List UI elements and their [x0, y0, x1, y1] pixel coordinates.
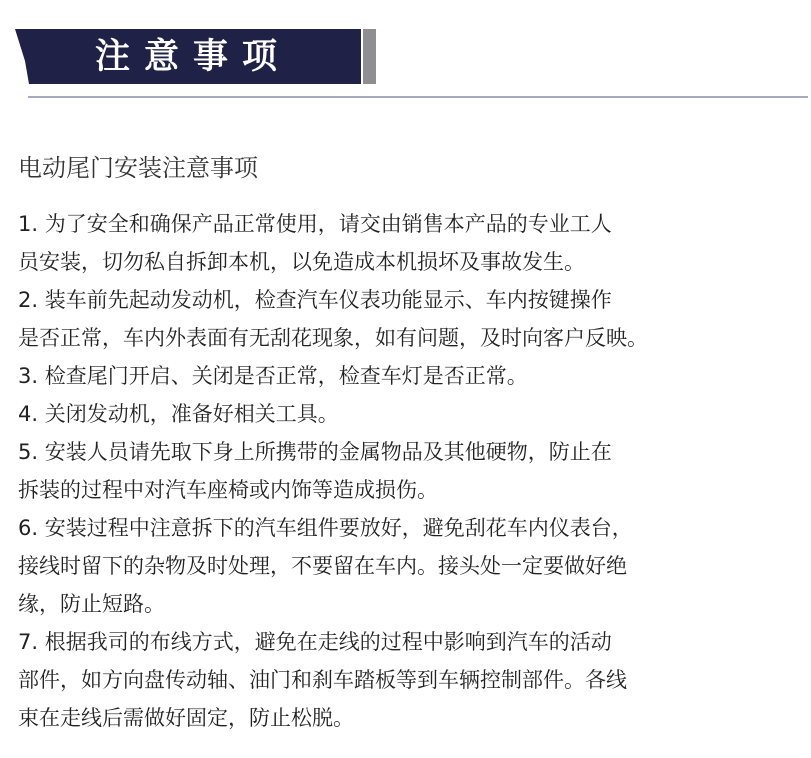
notice-line: 部件，如方向盘传动轴、油门和刹车踏板等到车辆控制部件。各线	[18, 668, 627, 692]
notice-line: 束在走线后需做好固定，防止松脱。	[18, 706, 354, 730]
notice-line: 缘，防止短路。	[18, 592, 165, 616]
header-banner	[15, 29, 376, 84]
notice-list	[18, 205, 798, 737]
notice-line: 员安装，切勿私自拆卸本机，以免造成本机损坏及事故发生。	[18, 250, 585, 274]
page-title: 注意事项	[95, 37, 292, 77]
notice-line: 2. 装车前先起动发动机，检查汽车仪表功能显示、车内按键操作	[18, 288, 612, 312]
notice-line: 7. 根据我司的布线方式，避免在走线的过程中影响到汽车的活动	[18, 630, 612, 654]
notice-line: 拆装的过程中对汽车座椅或内饰等造成损伤。	[18, 478, 438, 502]
notice-line: 接线时留下的杂物及时处理，不要留在车内。接头处一定要做好绝	[18, 554, 627, 578]
notice-line: 6. 安装过程中注意拆下的汽车组件要放好，避免刮花车内仪表台，	[18, 516, 633, 540]
header-divider	[28, 96, 808, 98]
notice-line: 1. 为了安全和确保产品正常使用，请交由销售本产品的专业工人	[18, 212, 612, 236]
notice-line: 4. 关闭发动机，准备好相关工具。	[18, 402, 339, 426]
notice-line: 是否正常，车内外表面有无刮花现象，如有问题，及时向客户反映。	[18, 326, 648, 350]
document-subtitle: 电动尾门安装注意事项	[18, 154, 258, 182]
notice-line: 3. 检查尾门开启、关闭是否正常，检查车灯是否正常。	[18, 364, 528, 388]
notice-line: 5. 安装人员请先取下身上所携带的金属物品及其他硬物，防止在	[18, 440, 612, 464]
